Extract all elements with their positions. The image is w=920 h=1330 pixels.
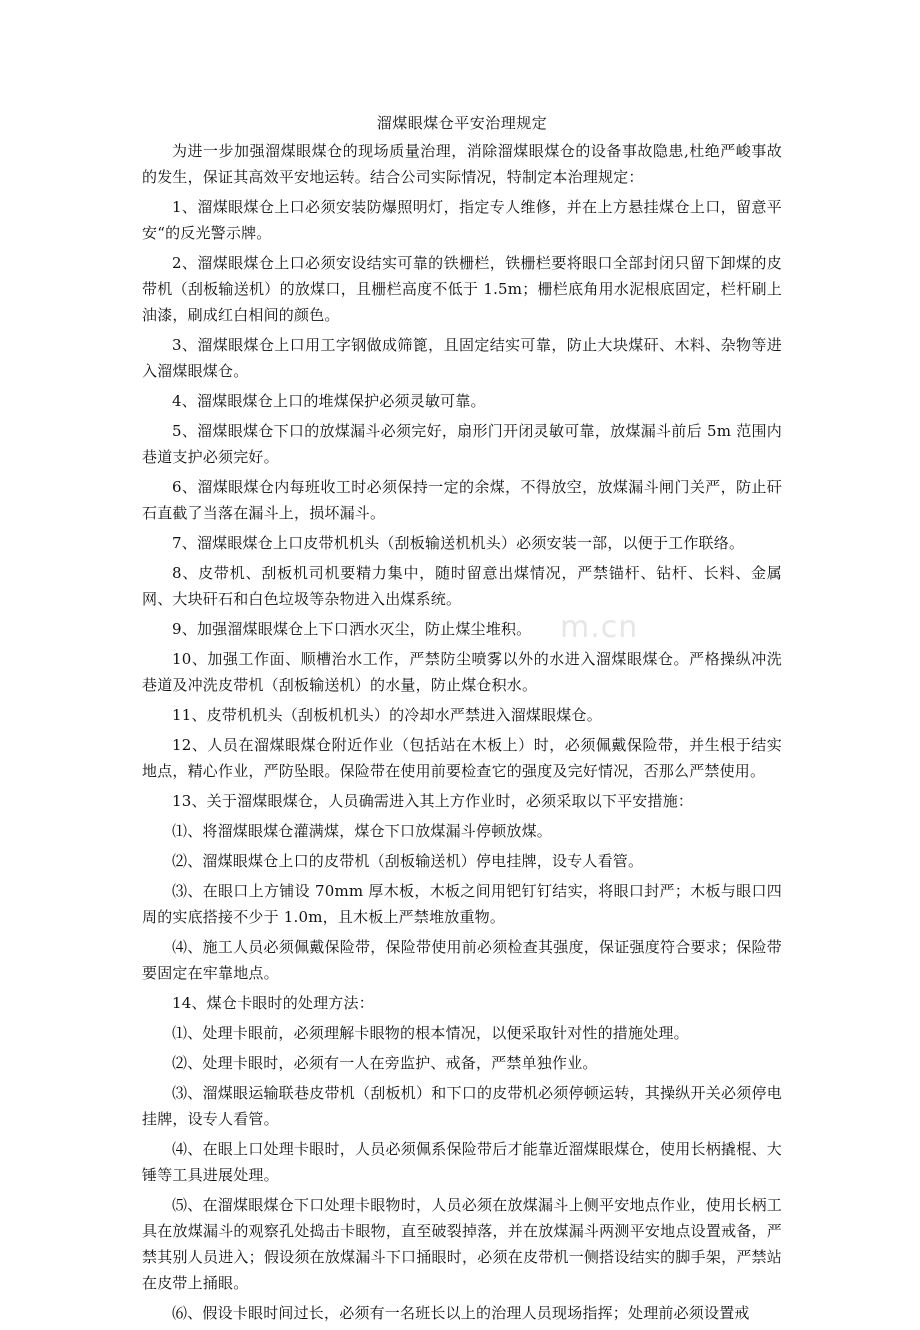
document-body (142, 138, 782, 1326)
body-paragraph: 8、皮带机、刮板机司机要精力集中，随时留意出煤情况，严禁锚杆、钻杆、长料、金属网、大块矸石和白色垃圾等杂物进入出煤系统。 (142, 564, 782, 608)
watermark-text: m.cn (560, 610, 639, 645)
body-paragraph: ⑶、在眼口上方铺设 70mm 厚木板，木板之间用钯钉钉结实，将眼口封严；木板与眼口四周的实底搭接不少于 1.0m，且木板上严禁堆放重物。 (142, 882, 782, 926)
body-paragraph: ⑹、假设卡眼时间过长，必须有一名班长以上的治理人员现场指挥；处理前必须设置戒 (172, 1304, 750, 1322)
body-paragraph: 6、溜煤眼煤仓内每班收工时必须保持一定的余煤，不得放空，放煤漏斗闸门关严，防止矸石直截了当落在漏斗上，损坏漏斗。 (142, 478, 782, 522)
body-paragraph: 1、溜煤眼煤仓上口必须安装防爆照明灯，指定专人维修，并在上方悬挂煤仓上口，留意平安“的反光警示牌。 (142, 198, 782, 242)
document-title: 溜煤眼煤仓平安治理规定 (376, 114, 548, 132)
body-paragraph: ⑸、在溜煤眼煤仓下口处理卡眼物时，人员必须在放煤漏斗上侧平安地点作业，使用长柄工具在放煤漏斗的观察孔处捣击卡眼物，直至破裂掉落，并在放煤漏斗两测平安地点设置戒备，严禁其别人员进入；假设须在放煤漏斗下口捅眼时，必须在皮带机一侧搭设结实的脚手架，严禁站在皮带上捅眼。 (142, 1196, 782, 1292)
body-paragraph: ⑴、将溜煤眼煤仓灌满煤，煤仓下口放煤漏斗停顿放煤。 (172, 822, 553, 840)
body-paragraph: 2、溜煤眼煤仓上口必须安设结实可靠的铁栅栏，铁栅栏要将眼口全部封闭只留下卸煤的皮带机（刮板输送机）的放煤口，且栅栏高度不低于 1.5m；栅栏底角用水泥根底固定，栏杆刷上油漆，刷成红白相间的颜色。 (142, 254, 782, 324)
body-paragraph: 4、溜煤眼煤仓上口的堆煤保护必须灵敏可靠。 (172, 392, 486, 410)
body-paragraph: ⑴、处理卡眼前，必须理解卡眼物的根本情况，以便采取针对性的措施处理。 (172, 1024, 689, 1042)
body-paragraph: 3、溜煤眼煤仓上口用工字钢做成筛篦，且固定结实可靠，防止大块煤矸、木料、杂物等进入溜煤眼煤仓。 (142, 336, 782, 380)
body-paragraph: 10、加强工作面、顺槽治水工作，严禁防尘喷雾以外的水进入溜煤眼煤仓。严格操纵冲洗巷道及冲洗皮带机（刮板输送机）的水量，防止煤仓积水。 (142, 650, 782, 694)
body-paragraph: 7、溜煤眼煤仓上口皮带机机头（刮板输送机机头）必须安装一部，以便于工作联络。 (172, 534, 745, 552)
document-page (142, 110, 782, 1330)
body-paragraph: ⑷、施工人员必须佩戴保险带，保险带使用前必须检查其强度，保证强度符合要求；保险带要固定在牢靠地点。 (142, 938, 782, 982)
body-paragraph: 12、人员在溜煤眼煤仓附近作业（包括站在木板上）时，必须佩戴保险带，并生根于结实地点，精心作业，严防坠眼。保险带在使用前要检查它的强度及完好情况，否那么严禁使用。 (142, 736, 782, 780)
body-paragraph: 14、煤仓卡眼时的处理方法： (172, 994, 374, 1012)
body-paragraph: 11、皮带机机头（刮板机机头）的冷却水严禁进入溜煤眼煤仓。 (172, 706, 602, 724)
body-paragraph: 为进一步加强溜煤眼煤仓的现场质量治理，消除溜煤眼煤仓的设备事故隐患,杜绝严峻事故的发生，保证其高效平安地运转。结合公司实际情况，特制定本治理规定： (142, 142, 782, 186)
body-paragraph: ⑵、处理卡眼时，必须有一人在旁监护、戒备，严禁单独作业。 (172, 1054, 598, 1072)
body-paragraph: 9、加强溜煤眼煤仓上下口洒水灭尘，防止煤尘堆积。 (172, 620, 532, 638)
body-paragraph: ⑵、溜煤眼煤仓上口的皮带机（刮板输送机）停电挂牌，设专人看管。 (172, 852, 644, 870)
body-paragraph: ⑶、溜煤眼运输联巷皮带机（刮板机）和下口的皮带机必须停顿运转，其操纵开关必须停电挂牌，设专人看管。 (142, 1084, 782, 1128)
body-paragraph: ⑷、在眼上口处理卡眼时，人员必须佩系保险带后才能靠近溜煤眼煤仓，使用长柄撬棍、大锤等工具进展处理。 (142, 1140, 782, 1184)
body-paragraph: 5、溜煤眼煤仓下口的放煤漏斗必须完好，扇形门开闭灵敏可靠，放煤漏斗前后 5m 范围内巷道支护必须完好。 (142, 422, 782, 466)
body-paragraph: 13、关于溜煤眼煤仓，人员确需进入其上方作业时，必须采取以下平安措施： (172, 792, 694, 810)
